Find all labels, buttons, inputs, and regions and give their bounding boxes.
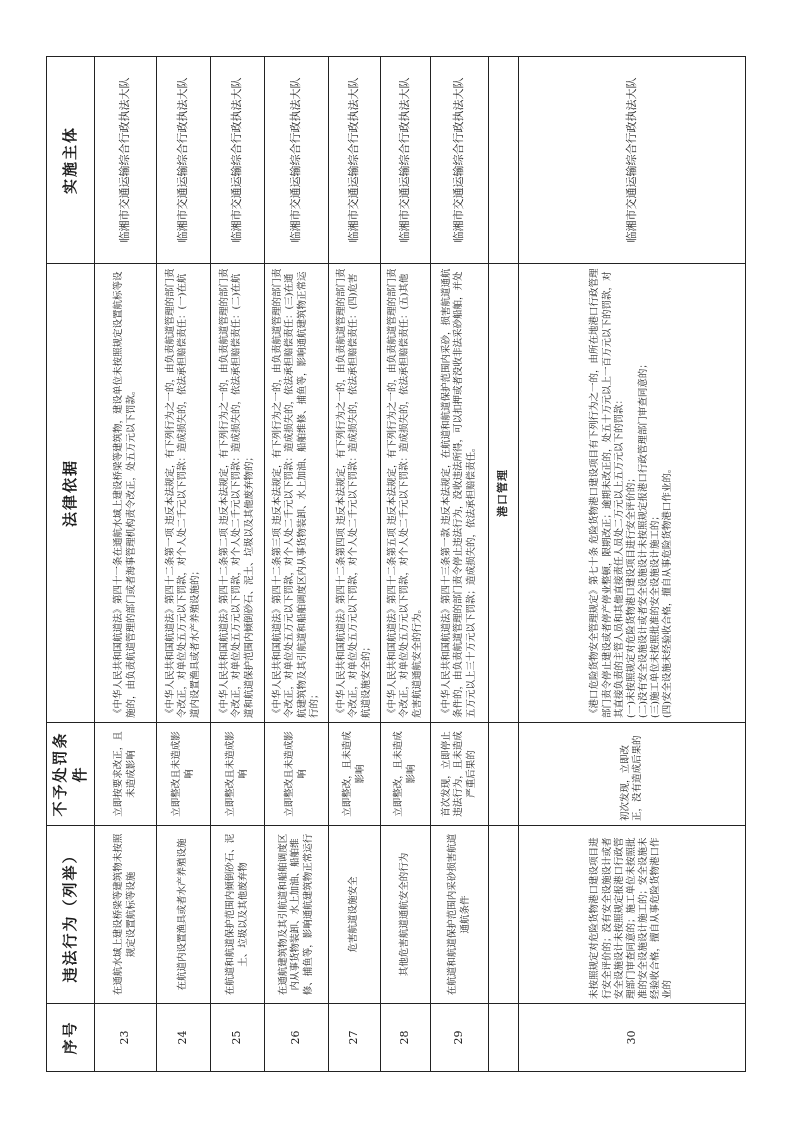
basis-line: 《港口危险货物安全管理规定》第七十条 危险货物港口建设项目有下列行为之一的，由所在地港口行政管理部门责令停止建设或者停产停业整顿，限期改正；逾期未改正的，处五十万元以上一百万元以下的罚款，对其直接负责的主管人员和其他直接责任人员处二万元以上五万元以下的罚款： [589,268,625,718]
row-condition: 立即整改且未造成影响 [211,723,265,826]
row-basis: 《中华人民共和国航道法》第四十三条第一款 违反本法规定，在航道和航道保护范围内采砂，损害航道通航条件的，由负责航道管理的部门责令停止违法行为，没收违法所得，可以扣押或者没收非法采砂船舶，并处五万元以上三十万元以下罚款；造成损失的，依法承担赔偿责任。 [431,264,489,723]
row-executor: 临湘市交通运输综合行政执法大队 [95,57,157,264]
header-basis: 法律依据 [47,264,95,723]
row-violation: 其他危害航道通航安全的行为 [381,826,431,1004]
row-violation: 在航道内设置渔具或者水产养殖设施 [157,826,211,1004]
basis-line: (一)未按照规定对危险货物港口建设项目进行安全评价的； [625,473,637,718]
row-executor: 临湘市交通运输综合行政执法大队 [265,57,329,264]
row-seq: 27 [329,1004,381,1072]
section-blank-cell [489,1004,519,1072]
row-condition: 立即整改，且未造成影响 [381,723,431,826]
penalty-exemption-table [46,56,746,1072]
row-seq: 26 [265,1004,329,1072]
header-executor: 实施主体 [47,57,95,264]
table-row [431,57,489,1072]
row-violation: 未按照规定对危险货物港口建设项目进行安全评价的；没有安全设施设计或者安全设施设计未按照规定报港口行政管理部门审查同意的；施工单位未按照批准的安全设施设计施工的；安全设施未经验收合格，擅自从事危险货物港口作业的 [519,826,746,1004]
row-executor: 临湘市交通运输综合行政执法大队 [157,57,211,264]
row-executor: 临湘市交通运输综合行政执法大队 [329,57,381,264]
rotated-table-wrapper [46,57,746,1072]
row-seq: 24 [157,1004,211,1072]
row-executor: 临湘市交通运输综合行政执法大队 [211,57,265,264]
table-row [157,57,211,1072]
row-seq: 23 [95,1004,157,1072]
header-violation: 违法行为（列举） [47,826,95,1004]
table-row [211,57,265,1072]
row-violation: 危害航道设施安全 [329,826,381,1004]
row-violation: 在通航水域上建设桥梁等建筑物未按照规定设置航标等设施 [95,826,157,1004]
header-seq: 序号 [47,1004,95,1072]
row-condition: 立即整改且未造成影响 [265,723,329,826]
row-basis: 《中华人民共和国航道法》第四十二条第四项 违反本法规定，有下列行为之一的，由负责航道管理的部门责令改正，对单位处五万元以下罚款，对个人处二千元以下罚款：造成损失的，依法承担赔偿责任：(四)危害航道设施安全的； [329,264,381,723]
row-basis: 《中华人民共和国航道法》第四十一条在通航水域上建设桥梁等建筑物，建设单位未按照规定设置航标等设施的，由负责航道管理的部门或者海事管理机构责令改正，处五万元以下罚款。 [95,264,157,723]
row-condition: 初次发现，立即改正，没有造成后果的 [519,723,746,826]
header-condition: 不予处罚条件 [47,723,95,826]
section-blank-cell [489,826,519,1004]
basis-line: (四)安全设施未经验收合格，擅自从事危险货物港口作业的。 [662,463,674,718]
row-seq: 28 [381,1004,431,1072]
table-header-row [47,57,95,1072]
table-row [519,57,746,1072]
row-condition: 立即整改且未造成影响 [157,723,211,826]
row-violation: 在航道和航道保护范围内倾倒砂石、泥土、垃圾以及其他废弃物 [211,826,265,1004]
row-seq: 29 [431,1004,489,1072]
section-row [489,57,519,1072]
section-title: 港口管理 [489,264,519,723]
basis-line: (二)没有安全设施设计或者安全设施设计未按照规定报港口行政管理部门审查同意的； [638,359,650,718]
table-row [95,57,157,1072]
row-basis: 《中华人民共和国航道法》第四十二条第三项 违反本法规定，有下列行为之一的，由负责航道管理的部门责令改正，对单位处五万元以下罚款，对个人处二千元以下罚款：造成损失的，依法承担赔偿责任：(三)在通航建筑物及其引航道和船舶调度区内从事货物装卸、水上加油、船舶维修、捕鱼等，影响通航建筑物正常运行的； [265,264,329,723]
row-violation: 在航道和航道保护范围内采砂损害航道通航条件 [431,826,489,1004]
row-basis [519,264,746,723]
row-basis: 《中华人民共和国航道法》第四十二条第一项 违反本法规定，有下列行为之一的，由负责航道管理的部门责令改正，对单位处五万元以下罚款，对个人处二千元以下罚款：造成损失的，依法承担赔偿责任：(一)在航道内设置渔具或者水产养殖设施的； [157,264,211,723]
table-row [381,57,431,1072]
basis-line: (三)施工单位未按照批准的安全设施设计施工的； [650,511,662,718]
row-executor: 临湘市交通运输综合行政执法大队 [381,57,431,264]
row-basis: 《中华人民共和国航道法》第四十二条第二项 违反本法规定，有下列行为之一的，由负责航道管理的部门责令改正，对单位处五万元以下罚款，对个人处二千元以下罚款：造成损失的，依法承担赔偿责任：(二)在航道和航道保护范围内倾倒砂石、泥土、垃圾以及其他废弃物的； [211,264,265,723]
row-seq: 30 [519,1004,746,1072]
row-seq: 25 [211,1004,265,1072]
section-blank-cell [489,57,519,264]
row-violation: 在通航建筑物及其引航道和船舶调度区内从事货物装卸、水上加油、船舶维修、捕鱼等，影响通航建筑物正常运行 [265,826,329,1004]
section-blank-cell [489,723,519,826]
table-row [329,57,381,1072]
row-executor: 临湘市交通运输综合行政执法大队 [431,57,489,264]
table-row [265,57,329,1072]
row-condition: 立即整改，且未造成影响 [329,723,381,826]
row-basis: 《中华人民共和国航道法》第四十二条第五项 违反本法规定，有下列行为之一的，由负责航道管理的部门责令改正，对单位处五万元以下罚款，对个人处二千元以下罚款：造成损失的，依法承担赔偿责任：(五)其他危害航道通航安全的行为。 [381,264,431,723]
row-condition: 首次发现，立即停止违法行为，且未造成严重后果的 [431,723,489,826]
row-executor: 临湘市交通运输综合行政执法大队 [519,57,746,264]
row-condition: 立即按要求改正，且未造成影响 [95,723,157,826]
